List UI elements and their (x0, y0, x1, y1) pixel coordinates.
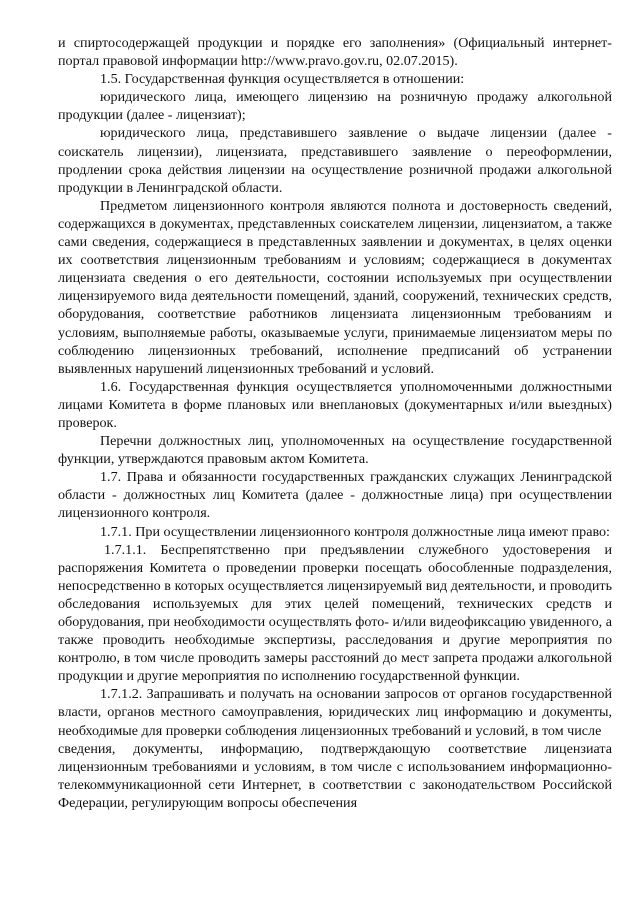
paragraph-subject-of-control: Предметом лицензионного контроля являются полнота и достоверность сведений, содержащихся в документах, представленных соискателем лицензии, лицензиатом, а также сами сведения, содержащиеся в представленных заявлении и документах, в целях оценки их соответствия лицензионным требованиям и условиям; содержащиеся в документах лицензиата сведения о его деятельности, состоянии используемых при осуществлении лицензируемого вида деятельности помещений, зданий, сооружений, технических средств, оборудования, соответствие работников лицензиата лицензионным требованиям и условиям, выполняемые работы, оказываемые услуги, принимаемые лицензиатом меры по соблюдению лицензионных требований, исполнение предписаний об устранении выявленных нарушений лицензионных требований и условий. (58, 197, 612, 377)
paragraph-1-7-1: 1.7.1. При осуществлении лицензионного контроля должностные лица имеют право: (100, 523, 610, 540)
paragraph-applicant: юридического лица, представившего заявление о выдаче лицензии (далее - соискатель лицензии), лицензиата, представившего заявление о переоформлении, продлении срока действия лицензии на осуществление розничной продажи алкогольной продукции в Ленинградской области. (58, 125, 612, 196)
paragraph-information-continuation: сведения, документы, информацию, подтверждающую соответствие лицензиата лицензионным требованиями и условиям, в том числе с использованием информационно-телекоммуникационной сети Интернет, в соответствии с законодательством Российской Федерации, регулирующим вопросы обеспечения (58, 740, 612, 811)
paragraph-intro-continuation: и спиртосодержащей продукции и порядке его заполнения» (Официальный интернет-портал правовой информации http://www.pravo.gov.ru, 02.07.2015). (58, 35, 612, 70)
paragraph-licensee: юридического лица, имеющего лицензию на розничную продажу алкогольной продукции (далее - лицензиат); (58, 89, 612, 124)
paragraph-1-7-1-1: 1.7.1.1. Беспрепятственно при предъявлении служебного удостоверения и распоряжения Комитета о проведении проверки посещать обособленные подразделения, непосредственно в которых осуществляется лицензируемый вид деятельности, и проводить обследования используемых для этих целей помещений, технических средств и оборудования, при необходимости осуществлять фото- и/или видеофиксацию увиденного, а также проводить необходимые экспертизы, расследования и другие мероприятия по контролю, в том числе проводить замеры расстояний до мест запрета продажи алкогольной продукции и другие мероприятия по исполнению государственной функции. (58, 541, 612, 685)
paragraph-officials-list: Перечни должностных лиц, уполномоченных на осуществление государственной функции, утверждаются правовым актом Комитета. (58, 433, 612, 468)
paragraph-1-7-1-2: 1.7.1.2. Запрашивать и получать на основании запросов от органов государственной власти, органов местного самоуправления, юридических лиц информацию и документы, необходимые для проверки соблюдения лицензионных требований и условий, в том числе (58, 686, 612, 739)
paragraph-1-5: 1.5. Государственная функция осуществляется в отношении: (100, 71, 465, 88)
paragraph-1-7: 1.7. Права и обязанности государственных гражданских служащих Ленинградской области - должностных лиц Комитета (далее - должностные лица) при осуществлении лицензионного контроля. (58, 469, 612, 522)
paragraph-1-6: 1.6. Государственная функция осуществляется уполномоченными должностными лицами Комитета в форме плановых или внеплановых (документарных и/или выездных) проверок. (58, 378, 612, 431)
